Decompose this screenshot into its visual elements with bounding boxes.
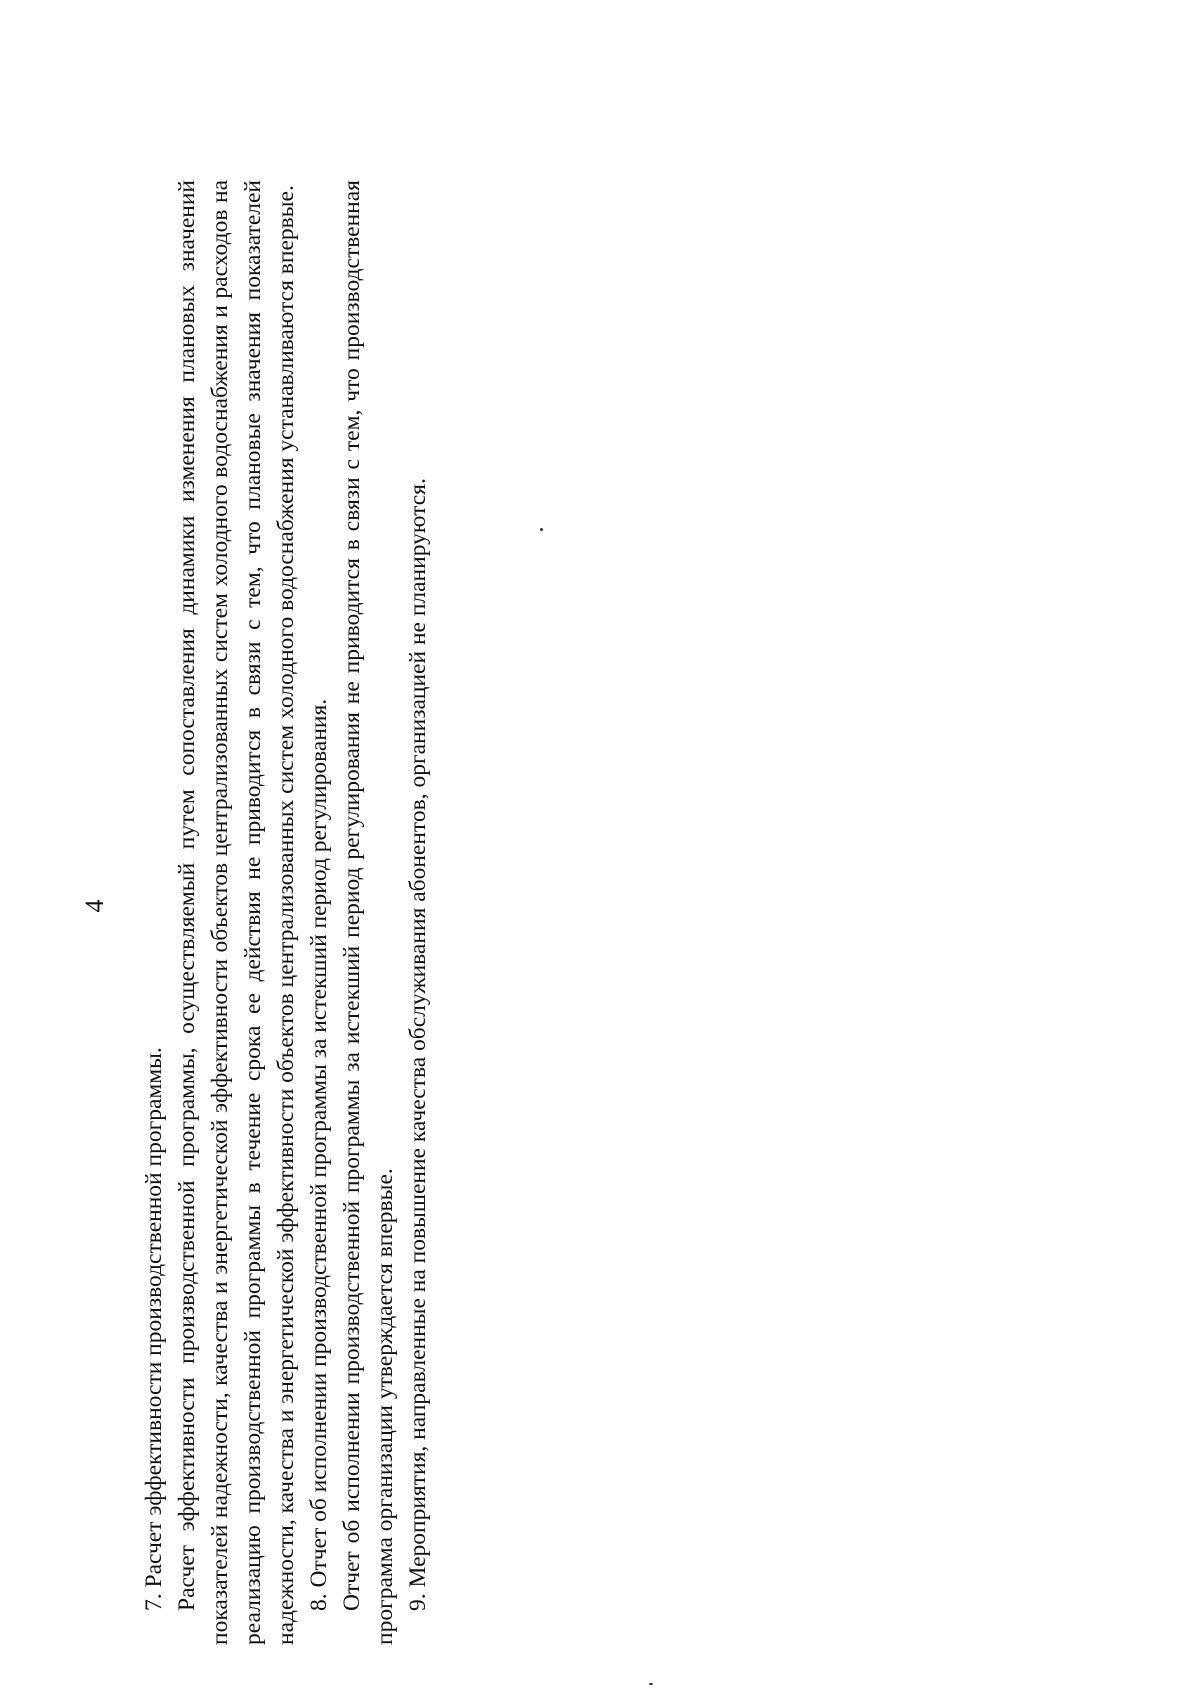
rotated-text-block xyxy=(138,180,468,1645)
scan-speck xyxy=(540,528,543,531)
section-8-heading: 8. Отчет об исполнении производственной программы за истекший период регулирования. xyxy=(306,698,332,1611)
page-number: 4 xyxy=(80,899,109,913)
section-7-heading: 7. Расчет эффективности производственной программы. xyxy=(141,1047,167,1611)
section-7-body: Расчет эффективности производственной программы, осуществляемый путем сопоставления динамики изменения плановых значений показателей надежности, качества и энергетической эффективности объектов централизованных систем холодного водоснабжения и расходов на реализацию производственной программы в течение срока ее действия не приводится в связи с тем, что плановые значения показателей надежности, качества и энергетической эффективности объектов централизованных систем холодного водоснабжения устанавливаются впервые. xyxy=(174,180,299,1645)
section-9-heading: 9. Мероприятия, направленные на повышение качества обслуживания абонентов, организацией не планируются. xyxy=(405,478,431,1611)
section-8-body: Отчет об исполнении производственной программы за истекший период регулирования не приводится в связи с тем, что производственная программа организации утверждается впервые. xyxy=(339,180,398,1645)
scan-speck xyxy=(649,1683,653,1685)
